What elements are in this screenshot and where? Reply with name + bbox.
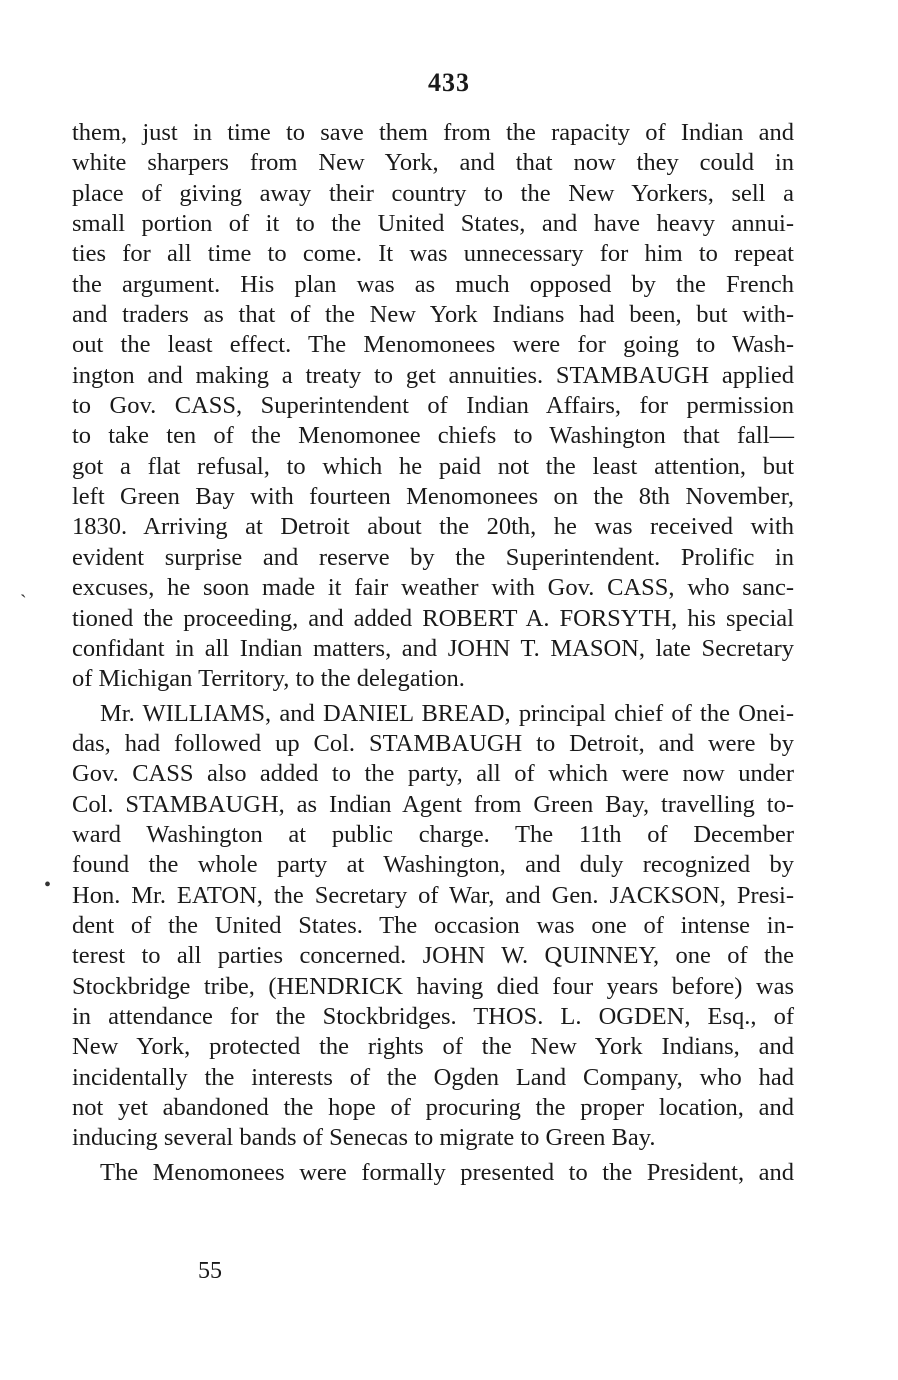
text-line: them, just in time to save them from the rapacity of Indian and [72, 119, 794, 146]
signature-mark: 55 [198, 1258, 222, 1284]
text-line: not yet abandoned the hope of procuring the proper location, and [72, 1094, 794, 1121]
text-line: tioned the proceeding, and added ROBERT A. FORSYTH, his special [72, 604, 794, 632]
text-line: das, had followed up Col. STAMBAUGH to Detroit, and were by [72, 729, 794, 757]
text-line: small portion of it to the United States, and have heavy annui- [72, 210, 794, 238]
text-line: inducing several bands of Senecas to migrate to Green Bay. [72, 1124, 656, 1152]
margin-dot-mark: • [44, 874, 52, 896]
text-line: confidant in all Indian matters, and JOHN T. MASON, late Secretary [72, 634, 794, 662]
page-number: 433 [428, 68, 470, 97]
text-line: ward Washington at public charge. The 11th of December [72, 820, 794, 848]
margin-tick-mark: ˎ [20, 576, 27, 598]
text-line: dent of the United States. The occasion was one of intense in- [72, 911, 794, 939]
text-line: excuses, he soon made it fair weather with Gov. CASS, who sanc- [72, 574, 794, 602]
text-line: New York, protected the rights of the New York Indians, and [72, 1033, 794, 1061]
text-line: of Michigan Territory, to the delegation. [72, 665, 465, 693]
text-line: ties for all time to come. It was unnecessary for him to repeat [72, 240, 794, 268]
text-line: left Green Bay with fourteen Menomonees on the 8th November, [72, 483, 794, 511]
text-line: the argument. His plan was as much opposed by the French [72, 270, 794, 298]
text-line: 1830. Arriving at Detroit about the 20th, he was received with [72, 513, 794, 541]
text-line: place of giving away their country to the New Yorkers, sell a [72, 179, 794, 207]
text-line: evident surprise and reserve by the Superintendent. Prolific in [72, 543, 794, 571]
text-line: Col. STAMBAUGH, as Indian Agent from Green Bay, travelling to- [72, 790, 794, 818]
text-line: got a flat refusal, to which he paid not the least attention, but [72, 452, 794, 480]
body-text [72, 118, 794, 1188]
paragraph-start-line: Mr. WILLIAMS, and DANIEL BREAD, principal chief of the Onei- [100, 699, 794, 727]
text-line: white sharpers from New York, and that now they could in [72, 149, 794, 177]
text-line: Stockbridge tribe, (HENDRICK having died four years before) was [72, 972, 794, 1000]
text-line: Hon. Mr. EATON, the Secretary of War, and Gen. JACKSON, Presi- [72, 881, 794, 909]
text-line: in attendance for the Stockbridges. THOS. L. OGDEN, Esq., of [72, 1002, 794, 1030]
text-line: to take ten of the Menomonee chiefs to Washington that fall— [72, 422, 794, 450]
text-line: and traders as that of the New York Indians had been, but with- [72, 301, 794, 329]
text-line: terest to all parties concerned. JOHN W. QUINNEY, one of the [72, 942, 794, 970]
text-line: Gov. CASS also added to the party, all of which were now under [72, 760, 794, 788]
paragraph-start-line: The Menomonees were formally presented to the President, and [100, 1158, 794, 1186]
text-line: out the least effect. The Menomonees were for going to Wash- [72, 331, 794, 359]
text-line: found the whole party at Washington, and duly recognized by [72, 851, 794, 879]
text-line: ington and making a treaty to get annuities. STAMBAUGH applied [72, 361, 794, 389]
text-line: to Gov. CASS, Superintendent of Indian Affairs, for permission [72, 392, 794, 420]
text-line: incidentally the interests of the Ogden Land Company, who had [72, 1063, 794, 1091]
